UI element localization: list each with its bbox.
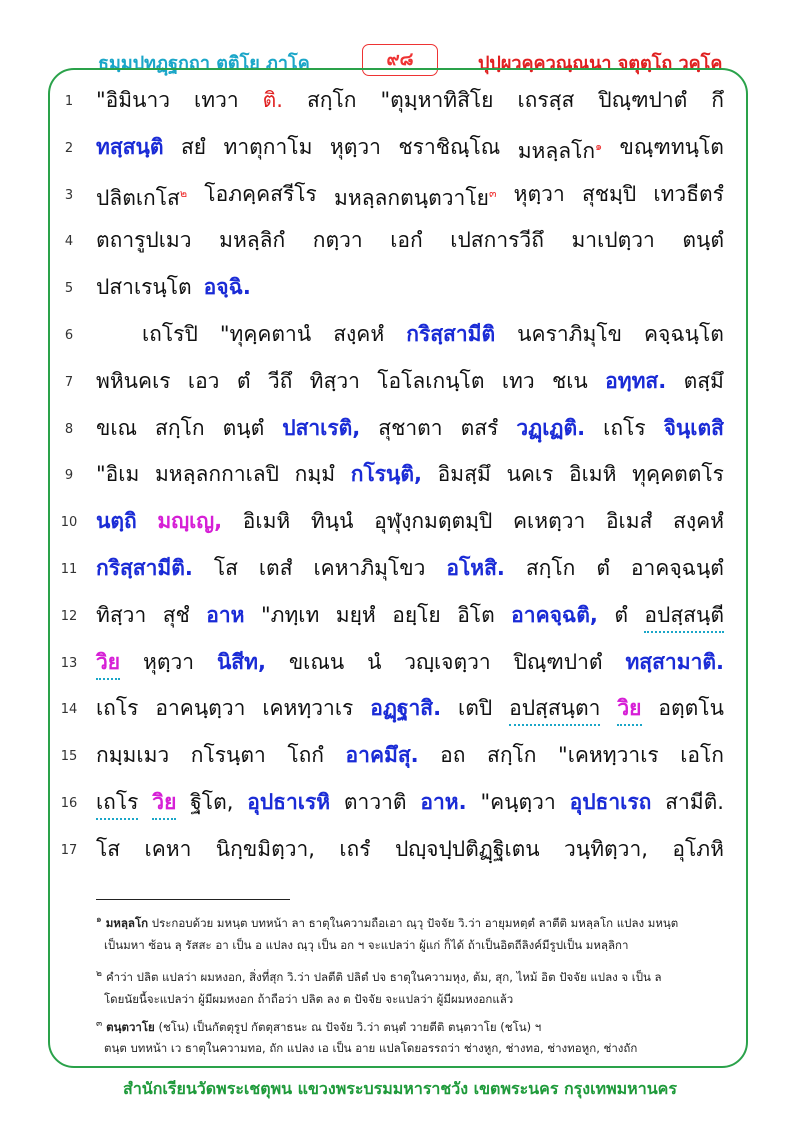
word: สกฺโก: [155, 415, 205, 440]
word: เอโก: [680, 743, 724, 768]
text-line: [0, 267, 800, 311]
book-title: ธมฺมปทฏฺฐกถา ตติโย ภาโค: [98, 53, 310, 74]
line-number: 9: [64, 468, 74, 484]
word: มหลฺลโก$^๑$: [517, 138, 603, 163]
word: นิสีท,: [216, 649, 266, 674]
word: ตสฺมึ: [683, 368, 724, 393]
word: ปิณฺฑปาตํ: [598, 88, 688, 112]
word: มญฺเญ,: [157, 509, 223, 534]
word: สุชมฺปิ: [581, 181, 637, 206]
line-text: [96, 224, 724, 256]
word: อจฺฉิ.: [203, 275, 251, 300]
text-line: [0, 127, 800, 171]
footnote-line: [104, 991, 744, 1007]
line-number: 12: [60, 608, 78, 624]
line-number: 1: [64, 94, 74, 109]
footnote-line: [96, 966, 736, 985]
word: เตปิ: [458, 696, 493, 721]
line-text: [96, 178, 724, 214]
word: ทิสฺวา: [96, 602, 147, 627]
word: นํ: [367, 649, 382, 674]
line-text: [96, 412, 724, 444]
word: สุชาตา: [378, 415, 443, 440]
word: เทวธีตรํ: [653, 181, 724, 206]
footnote-text: คําว่า ปลิต แปลว่า ผมหงอก, สิ่งที่สุก วิ.ว่า ปลตีติ ปลิตํ ปจ ธาตุในความหุง, ต้ม, สุก, ไหม้ อิต ปัจจัย แปลง จ เป็น ล: [105, 969, 662, 984]
word: อาคจฺฉนฺตํ: [630, 556, 724, 580]
word: ตํ: [236, 368, 251, 393]
footnote-text: เป็นมหา ซ้อน ลฺ รัสสะ อา เป็น อ แปลง ณฺวุ เป็น อก ฯ จะแปลว่า ผู้แก่ ก็ได้ ถ้าเป็นอิตถีลิงค์มีรูปเป็น มหลฺลิกา: [104, 938, 629, 952]
line-number: 5: [64, 281, 74, 297]
word: "ตุมฺหาทิสิโย: [380, 88, 494, 112]
footnote-text: โดยนัยนี้จะแปลว่า ผู้มีผมหงอก ถ้าถือว่า ปลิต ลง ต ปัจจัย จะแปลว่า ผู้มีผมหงอกแล้ว: [104, 992, 514, 1006]
word: มาเปตฺวา: [571, 228, 655, 253]
text-line: [0, 174, 800, 218]
word: ตนฺตํ: [682, 228, 724, 253]
word: สงฺคหํ: [673, 509, 724, 534]
word: เถโร: [603, 415, 646, 440]
page-number: ๙๘: [362, 44, 438, 76]
word: คจฺฉนฺโต: [644, 322, 724, 346]
word: อตฺตโน: [658, 696, 724, 721]
line-text: [96, 365, 724, 397]
line-number: 13: [60, 655, 78, 671]
text-line: [0, 220, 800, 264]
word: กึ: [711, 88, 724, 112]
word: วีถึ: [267, 368, 293, 393]
word: พหินคเร: [96, 368, 171, 393]
footnote-line: [104, 937, 744, 953]
word: อุโภหิ: [672, 836, 724, 861]
footnote-number: ๑: [96, 915, 102, 925]
word: ขณฺฑทนฺโต: [619, 134, 724, 159]
line-number: 3: [64, 187, 74, 203]
word: เคหาภิมุโขว: [313, 556, 426, 580]
word: เถโร: [96, 786, 138, 820]
word: เอกํ: [390, 228, 423, 253]
word: กตฺวา: [312, 228, 363, 253]
footnote-line: [104, 1040, 744, 1056]
word: อยฺโย: [392, 602, 441, 627]
word: ตถารูปเมว: [96, 228, 192, 253]
word: หุตฺวา: [513, 181, 565, 206]
word: "อิมินาว: [96, 88, 171, 112]
line-number: 15: [60, 749, 78, 765]
word: อิเมสํ: [605, 509, 653, 534]
word: มหลฺลกกาเลปิ: [154, 462, 279, 487]
word: อุปธาเรหิ: [247, 790, 331, 814]
line-text: [96, 833, 724, 865]
chapter-title: ปุปฺผวคฺควณฺณนา จตุตฺโถ วคฺโค: [478, 53, 723, 74]
footnote-number: ๒: [96, 969, 102, 979]
word: ปลิตเกโส$^๒$: [96, 185, 188, 210]
word: นตฺถิ: [96, 509, 137, 534]
word: หุตฺวา: [142, 649, 195, 674]
text-line: [0, 829, 800, 873]
footnote-text: ประกอบด้วย มหนฺต บทหน้า ลา ธาตุในความถือเอา ณฺวุ ปัจจัย วิ.ว่า อายุมหตฺตํ ลาตีติ มหลฺลโก แปลง มหนฺต: [148, 915, 679, 930]
word: กโรนฺตา: [190, 743, 266, 768]
word: โอภคฺคสรีโร: [204, 181, 317, 206]
word: โถกํ: [287, 743, 325, 768]
footnote-number: ๓: [96, 1019, 103, 1029]
line-text: [142, 318, 724, 350]
text-line: [0, 688, 800, 732]
word: กมฺมํ: [294, 462, 336, 487]
line-number: 7: [64, 374, 74, 390]
word: เทว: [501, 368, 535, 393]
word: สงฺคหํ: [333, 322, 385, 346]
word: อโหสิ.: [446, 556, 505, 580]
word: ทาตุกาโม: [223, 134, 313, 159]
text-line: [0, 80, 800, 124]
word: วฏฺเฏติ.: [516, 415, 586, 440]
word: อถ: [440, 743, 466, 768]
text-line: [0, 454, 800, 498]
word: อปสฺสนฺตี: [644, 599, 724, 633]
text-line: [0, 548, 800, 592]
line-number: 14: [60, 702, 78, 718]
text-line: [0, 642, 800, 686]
footnote-marker: ๒: [179, 186, 188, 200]
word: กริสฺสามีติ.: [96, 556, 193, 580]
word: ทินฺนํ: [310, 509, 354, 534]
word: สกฺโก: [306, 88, 357, 112]
word: เถรสฺส: [517, 88, 575, 112]
line-number: 16: [60, 796, 78, 811]
word: โส: [213, 556, 238, 580]
word: จินฺเตสิ: [663, 415, 724, 440]
text-line: [0, 314, 800, 358]
word: อิโต: [457, 602, 495, 627]
word: ชเน: [551, 368, 588, 393]
word: อทฺทส.: [605, 368, 667, 393]
word: ทิสฺวา: [309, 368, 360, 393]
word: นคเร: [506, 462, 554, 487]
word: สยํ: [180, 134, 207, 159]
word: เทวา: [194, 88, 239, 112]
text-line: [0, 595, 800, 639]
word: เตสํ: [258, 556, 293, 580]
line-text: [96, 552, 724, 584]
word: อุฬุงฺกมตฺตมฺปิ: [374, 509, 493, 534]
footnote-line: [96, 1016, 736, 1035]
word: ตํ: [614, 602, 628, 627]
word: เคหทฺวาเร: [262, 696, 354, 721]
footnote-term: ตนฺตวาโย: [106, 1019, 155, 1034]
word: มหลฺลกตนฺตวาโย$^๓$: [334, 185, 497, 210]
word: ติ.: [262, 88, 283, 112]
word: ปสาเรนฺโต: [96, 275, 192, 300]
word: ตาวาติ: [343, 790, 407, 814]
word: อาห: [206, 602, 245, 627]
word: ฐิโต,: [190, 790, 234, 814]
page-footer: สํานักเรียนวัดพระเชตุพน แขวงพระบรมมหาราชวัง เขตพระนคร กรุงเทพมหานคร: [123, 1079, 677, 1098]
word: ตํ: [596, 556, 610, 580]
word: สกฺโก: [487, 743, 537, 768]
word: "ทุคฺคตานํ: [219, 322, 312, 346]
text-line: [0, 361, 800, 405]
word: อิเมหิ: [242, 509, 291, 534]
text-line: [0, 782, 800, 826]
word: วิย: [96, 646, 120, 680]
footnote-marker: ๑: [595, 139, 603, 153]
word: สุชํ: [162, 602, 190, 627]
line-text: [96, 646, 724, 680]
word: อาห.: [420, 790, 467, 814]
line-number: 8: [64, 421, 74, 437]
word: อฏฺฐาสิ.: [370, 696, 442, 721]
text-line: [0, 735, 800, 779]
line-text: [96, 786, 724, 820]
word: ทสฺสนฺติ: [96, 134, 164, 159]
word: อิมสฺมึ: [437, 462, 491, 487]
line-text: [96, 131, 724, 167]
footnote-line: [96, 912, 736, 931]
word: โอโลเกนฺโต: [377, 368, 485, 393]
word: โส: [96, 836, 121, 861]
line-number: 6: [64, 328, 74, 343]
word: เคหา: [144, 836, 192, 861]
word: ตนฺตํ: [222, 415, 265, 440]
word: "คนฺตฺวา: [480, 790, 556, 814]
text-line: [0, 501, 800, 545]
word: นคราภิมุโข: [517, 322, 622, 346]
word: เถโร: [96, 696, 139, 721]
line-number: 11: [60, 562, 78, 577]
word: เถรํ: [339, 836, 371, 861]
line-number: 2: [64, 140, 74, 156]
word: คเหตฺวา: [513, 509, 586, 534]
word: ปญฺจปฺปติฏฺฐิเตน: [394, 836, 540, 861]
word: นิกฺขมิตฺวา,: [215, 836, 315, 861]
footnote-text: (ชโน) เป็นกัตตุรูป กัตตุสาธนะ ณ ปัจจัย วิ.ว่า ตนฺตํ วายตีติ ตนฺตวาโย (ชโน) ฯ: [154, 1019, 542, 1034]
word: ชราชิณฺโณ: [398, 134, 501, 159]
line-text: [96, 505, 724, 537]
word: "อิเม: [96, 462, 140, 487]
word: สามีติ.: [665, 790, 724, 814]
word: ปิณฺฑปาตํ: [513, 649, 603, 674]
line-text: [96, 84, 724, 116]
word: เถโรปิ: [142, 322, 198, 346]
word: "เคหทฺวาเร: [558, 743, 659, 768]
footnote-text: ตนฺต บทหน้า เว ธาตุในความทอ, ถัก แปลง เอ เป็น อาย แปลโดยอรรถว่า ช่างหูก, ช่างทอ, ช่างทอหูก, ช่างถัก: [104, 1041, 638, 1055]
word: สกฺโก: [525, 556, 576, 580]
footnote-term: มหลฺลโก: [105, 915, 149, 930]
word: มหลฺลิกํ: [219, 228, 286, 253]
line-number: 17: [60, 842, 78, 858]
word: อาคนฺตฺวา: [155, 696, 246, 721]
footnote-divider: [96, 899, 290, 900]
word: ขเณ: [96, 415, 138, 440]
text-line: [0, 408, 800, 452]
word: อิเมหิ: [569, 462, 617, 487]
word: หุตฺวา: [329, 134, 381, 159]
word: เปสการวีถึ: [450, 228, 544, 253]
word: วนฺทิตฺวา,: [564, 836, 648, 861]
word: ทสฺสามาติ.: [625, 649, 724, 674]
word: วญฺเจตฺวา: [404, 649, 491, 674]
word: อาคมึสุ.: [345, 743, 419, 768]
word: เอว: [187, 368, 220, 393]
word: กริสฺสามีติ: [406, 322, 496, 346]
footnote-marker: ๓: [488, 186, 497, 200]
line-text: [96, 599, 724, 633]
word: กมฺมเมว: [96, 743, 170, 768]
word: ตสรํ: [460, 415, 499, 440]
line-text: [96, 692, 724, 726]
line-text: [96, 271, 724, 303]
line-text: [96, 739, 724, 771]
line-text: [96, 458, 724, 490]
line-number: 4: [64, 234, 74, 250]
line-number: 10: [60, 515, 78, 531]
word: มยฺหํ: [335, 602, 376, 627]
word: อาคจฺฉติ,: [511, 602, 598, 627]
word: อุปธาเรถ: [569, 790, 652, 814]
word: "ภทฺเท: [260, 602, 320, 627]
word: วิย: [152, 786, 176, 820]
word: อปสฺสนฺตา: [509, 692, 600, 726]
word: ขเณน: [288, 649, 345, 674]
word: กโรนฺติ,: [350, 462, 422, 487]
word: ทุคฺคตตโร: [632, 462, 724, 487]
word: วิย: [617, 692, 641, 726]
word: ปสาเรติ,: [282, 415, 361, 440]
